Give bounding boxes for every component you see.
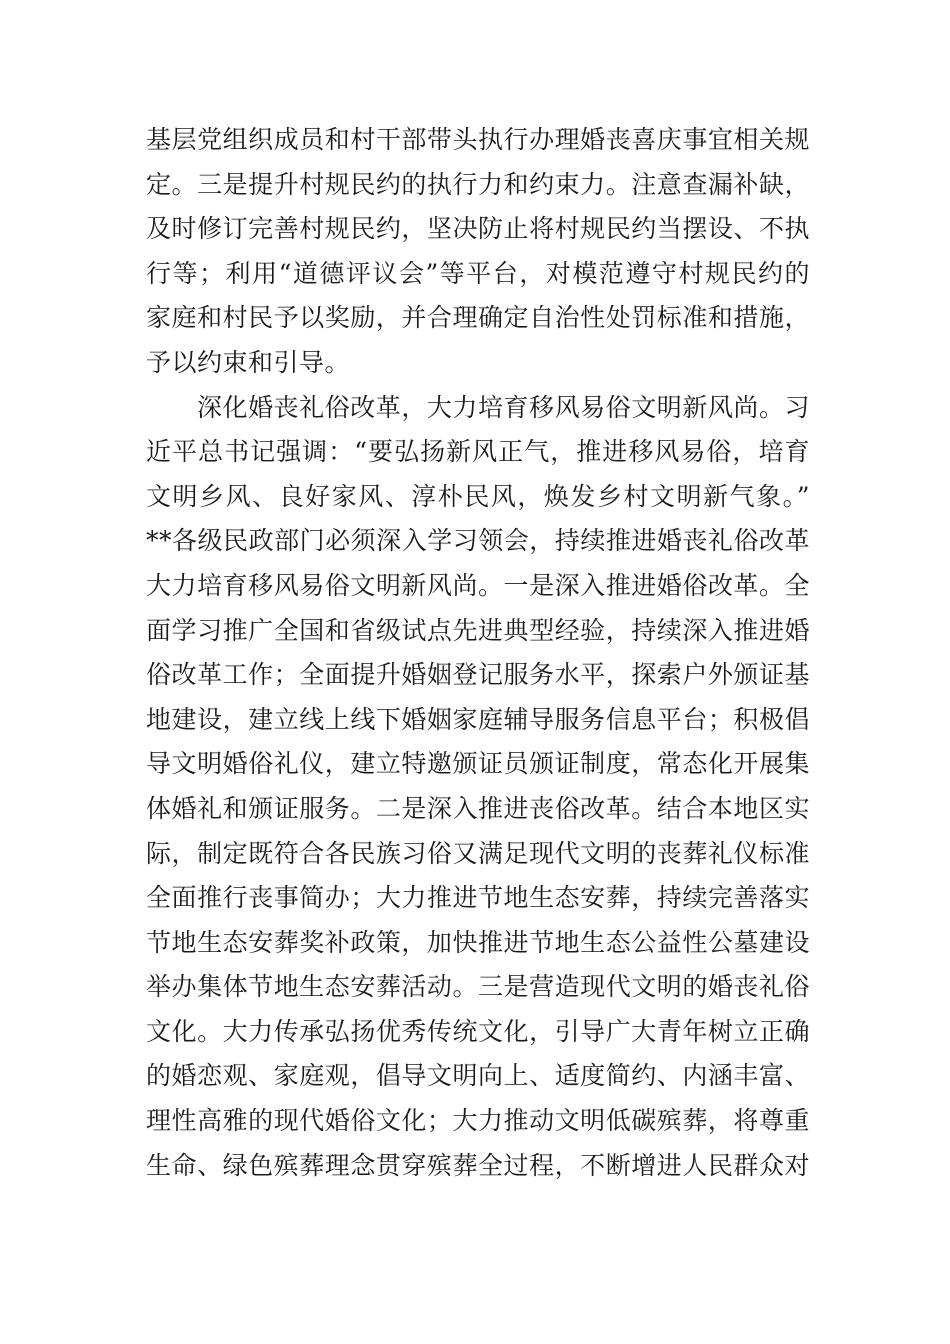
text-line: 深化婚丧礼俗改革，大力培育移风易俗文明新风尚。习 [197, 392, 810, 422]
text-line: 体婚礼和颁证服务。二是深入推进丧俗改革。结合本地区实 [146, 793, 810, 823]
text-line: 的婚恋观、家庭观，倡导文明向上、适度简约、内涵丰富、 [146, 1061, 810, 1091]
text-line: 行等；利用“道德评议会”等平台，对模范遵守村规民约的 [146, 258, 810, 288]
text-line: 节地生态安葬奖补政策，加快推进节地生态公益性公墓建设 [146, 927, 810, 957]
text-line: 家庭和村民予以奖励，并合理确定自治性处罚标准和措施， [146, 303, 810, 333]
text-line: 大力培育移风易俗文明新风尚。一是深入推进婚俗改革。全 [146, 570, 810, 600]
text-line: 地建设，建立线上线下婚姻家庭辅导服务信息平台；积极倡 [146, 704, 810, 734]
text-line: 举办集体节地生态安葬活动。三是营造现代文明的婚丧礼俗 [146, 972, 810, 1002]
text-line: 基层党组织成员和村干部带头执行办理婚丧喜庆事宜相关规 [146, 125, 810, 154]
text-line: 定。三是提升村规民约的执行力和约束力。注意查漏补缺， [146, 169, 810, 199]
text-line: 际，制定既符合各民族习俗又满足现代文明的丧葬礼仪标准 [146, 838, 810, 868]
text-line: 导文明婚俗礼仪，建立特邀颁证员颁证制度，常态化开展集 [146, 749, 810, 779]
text-line: 予以约束和引导。 [146, 347, 351, 377]
paragraph-1 [146, 118, 810, 386]
document-page [146, 118, 810, 1188]
text-line: 面学习推广全国和省级试点先进典型经验，持续深入推进婚 [146, 615, 810, 645]
text-line: 文明乡风、良好家风、淳朴民风，焕发乡村文明新气象。” [146, 481, 810, 511]
text-line: 近平总书记强调：“要弘扬新风正气，推进移风易俗，培育 [146, 437, 810, 467]
text-line: 文化。大力传承弘扬优秀传统文化，引导广大青年树立正确 [146, 1016, 810, 1046]
text-line: 及时修订完善村规民约，坚决防止将村规民约当摆设、不执 [146, 214, 810, 244]
text-line: 俗改革工作；全面提升婚姻登记服务水平，探索户外颁证基 [146, 660, 810, 690]
text-line: 生命、绿色殡葬理念贯穿殡葬全过程，不断增进人民群众对 [146, 1150, 810, 1180]
text-line: 全面推行丧事简办；大力推进节地生态安葬，持续完善落实 [146, 883, 810, 913]
text-line: **各级民政部门必须深入学习领会，持续推进婚丧礼俗改革 [146, 526, 810, 556]
paragraph-2 [146, 386, 810, 1189]
text-line: 理性高雅的现代婚俗文化；大力推动文明低碳殡葬，将尊重 [146, 1106, 810, 1136]
